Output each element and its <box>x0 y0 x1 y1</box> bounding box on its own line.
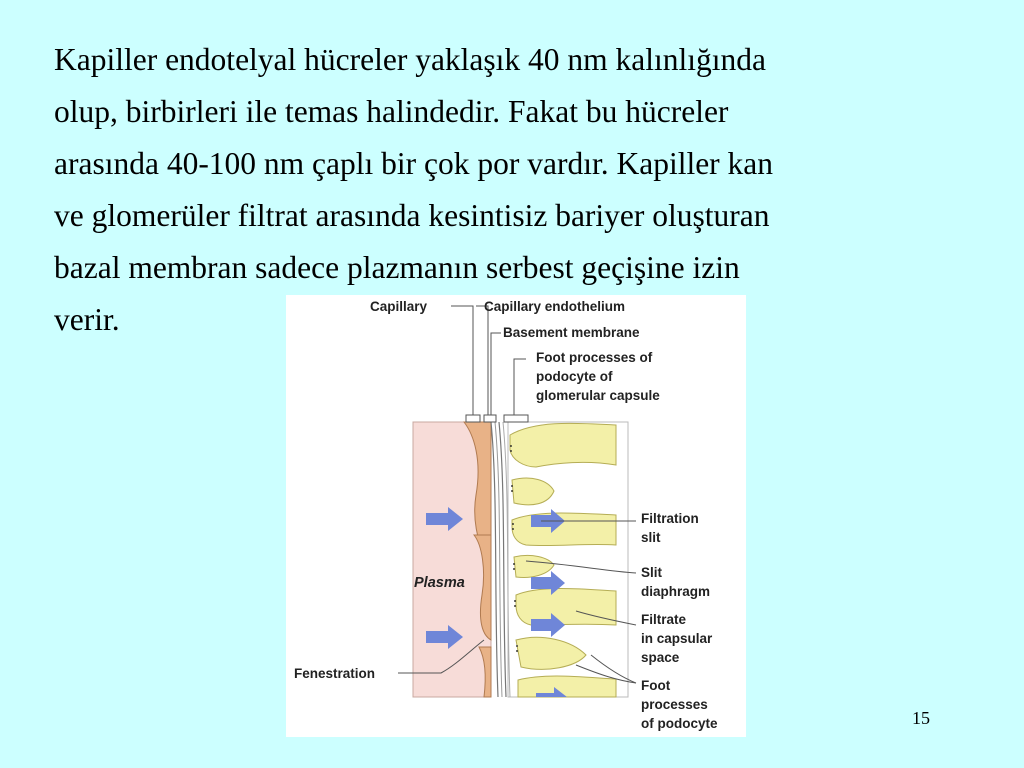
label-basement-membrane: Basement membrane <box>503 325 640 340</box>
basement-membrane-line-1 <box>491 422 498 697</box>
paragraph-line-6: verir. <box>54 302 120 337</box>
callout-boxes <box>466 415 528 422</box>
label-filtrate-3: space <box>641 650 680 665</box>
label-filtration-slit-2: slit <box>641 530 661 545</box>
diagram-svg <box>286 295 746 737</box>
label-foot-processes-podocyte-1: Foot <box>641 678 671 693</box>
label-slit-diaphragm-1: Slit <box>641 565 663 580</box>
label-filtrate-1: Filtrate <box>641 612 687 627</box>
glomerular-filtration-diagram <box>286 295 746 737</box>
paragraph-line-4: ve glomerüler filtrat arasında kesintisiz bariyer oluşturan <box>54 198 770 233</box>
label-foot-processes-2: podocyte of <box>536 369 613 384</box>
label-foot-processes-1: Foot processes of <box>536 350 653 365</box>
paragraph-line-2: olup, birbirleri ile temas halindedir. Fakat bu hücreler <box>54 94 729 129</box>
label-plasma: Plasma <box>414 575 465 591</box>
label-foot-processes-podocyte-3: of podocyte <box>641 716 718 731</box>
label-fenestration: Fenestration <box>294 666 376 681</box>
label-filtrate-2: in capsular <box>641 631 713 646</box>
label-filtration-slit-1: Filtration <box>641 511 699 526</box>
label-capillary: Capillary <box>370 299 428 314</box>
label-slit-diaphragm-2: diaphragm <box>641 584 711 599</box>
paragraph-line-5: bazal membran sadece plazmanın serbest geçişine izin <box>54 250 740 285</box>
slide-number: 15 <box>912 708 930 728</box>
label-foot-processes-podocyte-2: processes <box>641 697 708 712</box>
paragraph-line-3: arasında 40-100 nm çaplı bir çok por vardır. Kapiller kan <box>54 146 774 181</box>
label-foot-processes-3: glomerular capsule <box>536 388 660 403</box>
paragraph-line-1: Kapiller endotelyal hücreler yaklaşık 40 nm kalınlığında <box>54 42 767 77</box>
label-capillary-endothelium: Capillary endothelium <box>484 299 626 314</box>
